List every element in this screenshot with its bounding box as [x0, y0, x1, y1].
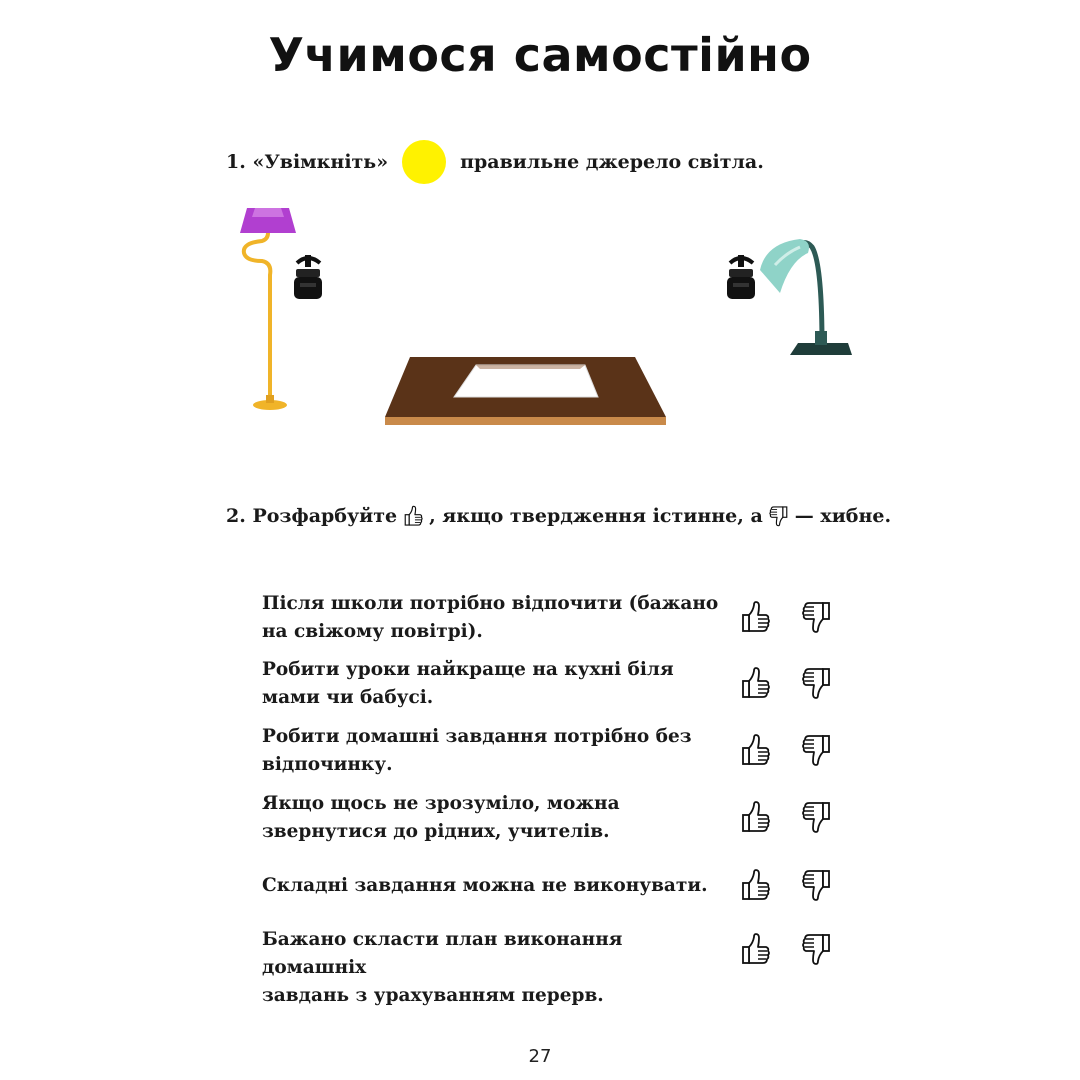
task-2-instruction — [226, 505, 891, 527]
desk-lamp-icon[interactable] — [760, 239, 852, 355]
thumbs-down-icon[interactable] — [802, 666, 832, 700]
floor-lamp-icon[interactable] — [240, 208, 296, 410]
task-2-text-c: — хибне. — [794, 505, 892, 527]
thumbs-down-icon[interactable] — [802, 868, 832, 902]
task-1-quote: «Увімкніть» — [252, 151, 389, 173]
thumbs-down-icon[interactable] — [802, 932, 832, 966]
thumbs-up-icon — [403, 505, 423, 527]
thumbs-up-icon[interactable] — [740, 666, 770, 700]
statement-text: Бажано скласти план виконання домашніх завдань з урахуванням перерв. — [262, 929, 623, 1006]
thumbs-down-icon[interactable] — [802, 800, 832, 834]
thumbs-up-icon[interactable] — [740, 733, 770, 767]
statement-text: Робити уроки найкраще на кухні біля мами чи бабусі. — [262, 659, 674, 708]
thumbs-up-icon[interactable] — [740, 600, 770, 634]
thumbs-down-icon[interactable] — [802, 733, 832, 767]
right-switch-icon[interactable] — [727, 255, 755, 299]
task-1-instruction — [226, 140, 764, 184]
task-2-number: 2. — [226, 505, 246, 527]
statement-text: Робити домашні завдання потрібно без відпочинку. — [262, 726, 692, 775]
left-switch-icon[interactable] — [294, 255, 322, 299]
thumbs-up-icon[interactable] — [740, 932, 770, 966]
sun-icon — [402, 140, 446, 184]
lighting-scene — [0, 195, 1080, 445]
thumbs-down-icon[interactable] — [802, 600, 832, 634]
task-2-text-b: , якщо твердження істинне, а — [429, 505, 763, 527]
task-1-number: 1. — [226, 151, 246, 173]
statement-text: Якщо щось не зрозуміло, можна звернутися до рідних, учителів. — [262, 793, 620, 842]
page-number: 27 — [528, 1046, 552, 1067]
thumbs-up-icon[interactable] — [740, 800, 770, 834]
statement-text: Після школи потрібно відпочити (бажано на свіжому повітрі). — [262, 593, 719, 642]
statement-text: Складні завдання можна не виконувати. — [262, 875, 708, 896]
thumbs-up-icon[interactable] — [740, 868, 770, 902]
task-1-text: правильне джерело світла. — [460, 151, 764, 173]
task-2-text-a: Розфарбуйте — [252, 505, 398, 527]
page-title: Учимося самостійно — [268, 28, 812, 82]
desk-icon[interactable] — [385, 357, 666, 425]
thumbs-down-icon — [769, 505, 789, 527]
